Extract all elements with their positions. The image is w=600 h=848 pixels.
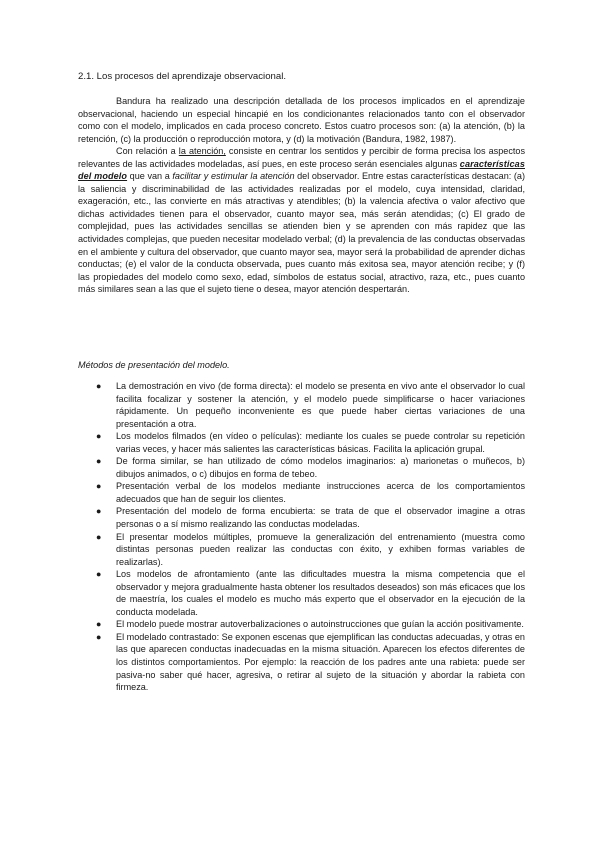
bullet-icon: ●	[96, 531, 102, 542]
list-item	[78, 531, 525, 569]
bullet-icon: ●	[96, 456, 102, 467]
list-item-text: La demostración en vivo (de forma directa): el modelo se presenta en vivo ante el observador lo cual facilita focalizar y sostener la atención, y el modelo puede simplificarse o hacer variaciones rápidamente. Un pequeño inconveniente es que puede haber ciertas variaciones de una presentación a otra.	[116, 381, 525, 429]
list-item	[78, 430, 525, 455]
list-item-text: El modelo puede mostrar autoverbalizaciones o autoinstrucciones que guían la acción positivamente.	[116, 619, 524, 630]
list-item-text: Los modelos filmados (en vídeo o películas): mediante los cuales se puede controlar su repetición varias veces, y hacer más salientes las características básicas. Facilita la aplicación grupal.	[116, 431, 525, 454]
list-item	[78, 455, 525, 480]
list-item-text: Presentación verbal de los modelos mediante instrucciones acerca de los comportamientos adecuados que han de seguir los clientes.	[116, 481, 525, 504]
paragraph-intro: Bandura ha realizado una descripción detallada de los procesos implicados en el aprendizaje observacional, haciendo un especial hincapié en los condicionantes relacionados tanto con el observador como con el modelo, implicados en cada proceso concreto. Estos cuatro procesos son: (a) la atención, (b) la retención, (c) la producción o reproducción motora, y (d) la motivación (Bandura, 1982, 1987).	[78, 96, 525, 144]
body-text	[78, 95, 525, 296]
list-item-text: Presentación del modelo de forma encubierta: se trata de que el observador imagine a otras personas o a sí mismo realizando las conductas modeladas.	[116, 506, 525, 530]
bullet-icon: ●	[96, 381, 102, 391]
attention-emphasis: facilitar y estimular la atención	[172, 171, 295, 182]
subheading-methods: Métodos de presentación del modelo.	[78, 360, 230, 370]
list-item	[78, 568, 525, 618]
bullet-icon: ●	[96, 481, 102, 492]
list-item	[78, 380, 525, 430]
attention-text-4: del observador. Entre estas características destacan: (a) la saliencia y discriminabilidad de las actividades realizadas por el modelo, cuya intensidad, claridad, exageración, etc., las convierte en más atractivas y atendibles; (b) la valencia afectiva o valor afectivo que dichas actividades tienen para el observador, cuanto mayor sea, más serán atendidas; (c) El grado de complejidad, pues las actividades sencillas se atienden bien y se aprenden con más rapidez que las actividades complejas, que pueden necesitar modelado verbal; (d) la prevalencia de las conductas observadas en el ambiente y cultura del observador, que cuanto mayor sea, mayor será la probabilidad de aprender dichas conductas; (e) el valor de la conducta observada, pues cuanto más exitosa sea, mayor atención recibe; y (f) las propiedades del modelo como sexo, edad, símbolos de estatus social, atractivo, raza, etc., pues cuanto más similares sean a las que el sujeto tiene o desea, mayor atención despertarán.	[78, 171, 526, 295]
list-item-text: El presentar modelos múltiples, promueve la generalización del entrenamiento (muestra como distintas personas pueden realizar las conductas con éxito, y exhiben formas variables de realizarlas).	[116, 531, 525, 567]
bullet-icon: ●	[96, 431, 102, 442]
methods-list	[78, 380, 525, 694]
list-item	[78, 505, 525, 530]
bullet-icon: ●	[96, 569, 102, 580]
attention-text-3: que van a	[127, 171, 173, 182]
list-item	[78, 618, 525, 631]
list-item	[78, 480, 525, 505]
bullet-icon: ●	[96, 631, 102, 642]
paragraph-attention	[78, 145, 525, 296]
list-item-text: Los modelos de afrontamiento (ante las dificultades muestra la misma competencia que el observador y mejora gradualmente hasta obtener los resultados deseados) son más eficaces que los de maestría, los cuales el modelo es mucho más experto que el observador en la ejecución de la conducta modelada.	[116, 569, 525, 617]
list-item-text: De forma similar, se han utilizado de cómo modelos imaginarios: a) marionetas o muñecos, b) dibujos animados, o c) dibujos en forma de tebeo.	[116, 456, 525, 479]
model-characteristics-term: características del modelo	[78, 158, 525, 182]
bullet-icon: ●	[96, 619, 102, 630]
list-item	[78, 631, 525, 694]
attention-text-2: consiste en centrar los sentidos y percibir de forma precisa los aspectos relevantes de las actividades modeladas, así pues, en este proceso serán esenciales algunas	[78, 146, 526, 169]
attention-term: la atención,	[178, 146, 226, 157]
section-heading: 2.1. Los procesos del aprendizaje observacional.	[78, 71, 286, 82]
bullet-icon: ●	[96, 506, 102, 517]
list-item-text: El modelado contrastado: Se exponen escenas que ejemplifican las conductas adecuadas, y otras en las que aparecen conductas inadecuadas en la misma situación. Aparecen los efectos diferentes de los distintos comportamientos. Por ejemplo: la reacción de los padres ante una rabieta: puede ser pasiva-no saber qué hacer, agresiva, o retirar al sujeto de la situación y abordar la rabieta con firmeza.	[116, 631, 525, 693]
attention-text-1: Con relación a	[116, 146, 179, 157]
